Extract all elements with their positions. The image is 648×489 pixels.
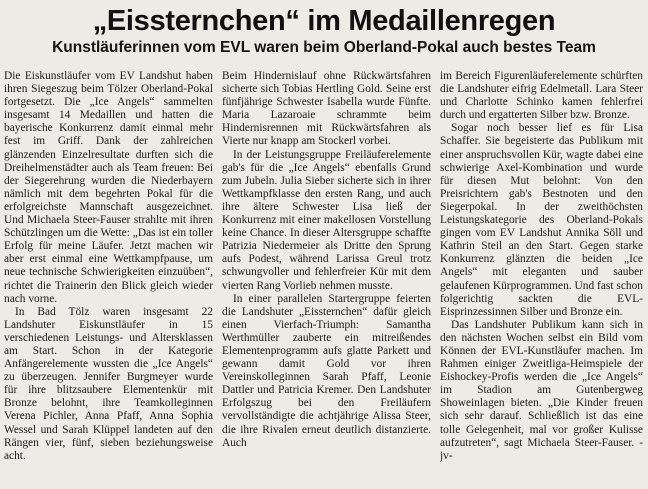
article-column-3 xyxy=(440,70,643,486)
paragraph: Sogar noch besser lief es für Lisa Schaffer. Sie begeisterte das Publikum mit einer anspruchsvollen Kür, wagte dabei eine schwierige Axel-Kombination und wurde für diesen Mut belohnt: Von den Preisrichtern gab's Bestnoten und den Siegerpokal. In der zweithöchsten Leistungskategorie des Oberland-Pokals gingen vom EV Landshut Annika Söll und Kathrin Steil an den Start. Gegen starke Konkurrenz glänzten die beiden „Ice Angels“ mit eleganten und sauber gelaufenen Kürprogrammen. Und fast schon folgerichtig sackten die EVL-Eisprinzessinnen Silber und Bronze ein. xyxy=(440,122,643,318)
article-subheadline: Kunstläuferinnen vom EVL waren beim Oberland-Pokal auch bestes Team xyxy=(52,39,596,56)
article-column-2 xyxy=(222,70,431,486)
article-headline: „Eissternchen“ im Medaillenregen xyxy=(92,5,556,37)
paragraph: In einer parallelen Startergruppe feierten die Landshuter „Eissternchen“ dafür gleich einen Vierfach-Triumph: Samantha Werthmüller zauberte ein mitreißendes Elementenprogramm aufs glatte Parkett und gewann damit Gold vor ihren Vereinskolleginnen Sarah Pfaff, Leonie Dattler und Patricia Kremer. Den Landshuter Erfolgszug bei den Freiläufern vervollständigte die achtjährige Alissa Steer, die ihre Rivalen erneut deutlich distanzierte. Auch xyxy=(222,292,431,449)
paragraph: Beim Hindernislauf ohne Rückwärtsfahren sicherte sich Tobias Hertling Gold. Seine erst fünfjährige Schwester Isabella wurde Fünfte. Maria Lazaroaie schrammte beim Hindernisrennen mit Rückwärtsfahren als Vierte nur knapp am Stockerl vorbei. xyxy=(222,70,431,148)
article-column-1 xyxy=(4,70,213,486)
paragraph: In der Leistungsgruppe Freiläuferelemente gab's für die „Ice Angels“ ebenfalls Grund zum Jubeln. Julia Sieber sicherte sich in ihrer Wettkampfklasse den ersten Rang, und auch ihre ältere Schwester Lisa ließ der Konkurrenz mit einer makellosen Vorstellung keine Chance. In dieser Altersgruppe schaffte Patrizia Niedermeier als Dritte den Sprung aufs Podest, während Larissa Greul trotz schwungvoller und fehlerfreier Kür mit dem vierten Rang Vorlieb nehmen musste. xyxy=(222,148,431,292)
paragraph: Die Eiskunstläufer vom EV Landshut haben ihren Siegeszug beim Tölzer Oberland-Pokal fortgesetzt. Die „Ice Angels“ sammelten insgesamt 14 Medaillen und hatten die bayerische Konkurrenz damit einmal mehr fest im Griff. Dank der zahlreichen glänzenden Einzelresultate durften sich die Dreihelmenstädter auch als Team freuen: Bei der Siegerehrung wurden die Niederbayern nämlich mit dem begehrten Pokal für die erfolgreichste Mannschaft ausgezeichnet. Und Michaela Steer-Fauser strahlte mit ihren Schützlingen um die Wette: „Das ist ein toller Erfolg für meine Läufer. Jetzt machen wir aber erst einmal eine Wettkampfpause, um neue technische Schwierigkeiten einzuüben“, richtet die Trainerin den Blick gleich wieder nach vorne. xyxy=(4,70,213,305)
paragraph: In Bad Tölz waren insgesamt 22 Landshuter Eiskunstläufer in 15 verschiedenen Leistungs- und Altersklassen am Start. Schon in der Kategorie Anfängerelemente wussten die „Ice Angels“ zu überzeugen. Jennifer Burgmeyer wurde für ihre blitzsaubere Elementenkür mit Bronze belohnt, ihre Teamkolleginnen Verena Pichler, Anna Pfaff, Anna Sophia Wessel und Sarah Klüppel landeten auf den Rängen vier, fünf, sieben beziehungsweise acht. xyxy=(4,305,213,462)
paragraph: Das Landshuter Publikum kann sich in den nächsten Wochen selbst ein Bild vom Können der EVL-Kunstläufer machen. Im Rahmen einiger Zweitliga-Heimspiele der Eishockey-Profis werden die „Ice Angels“ im Stadion am Gutenbergweg Showeinlagen bieten. „Die Kinder freuen sich sehr darauf. Schließlich ist das eine tolle Gelegenheit, mal vor großer Kulisse aufzutreten“, sagt Michaela Steer-Fauser. -jv- xyxy=(440,318,643,462)
paragraph: im Bereich Figurenläuferelemente schürften die Landshuter eifrig Edelmetall. Lara Steer und Charlotte Schinko kamen fehlerfrei durch und ergatterten Silber bzw. Bronze. xyxy=(440,70,643,122)
